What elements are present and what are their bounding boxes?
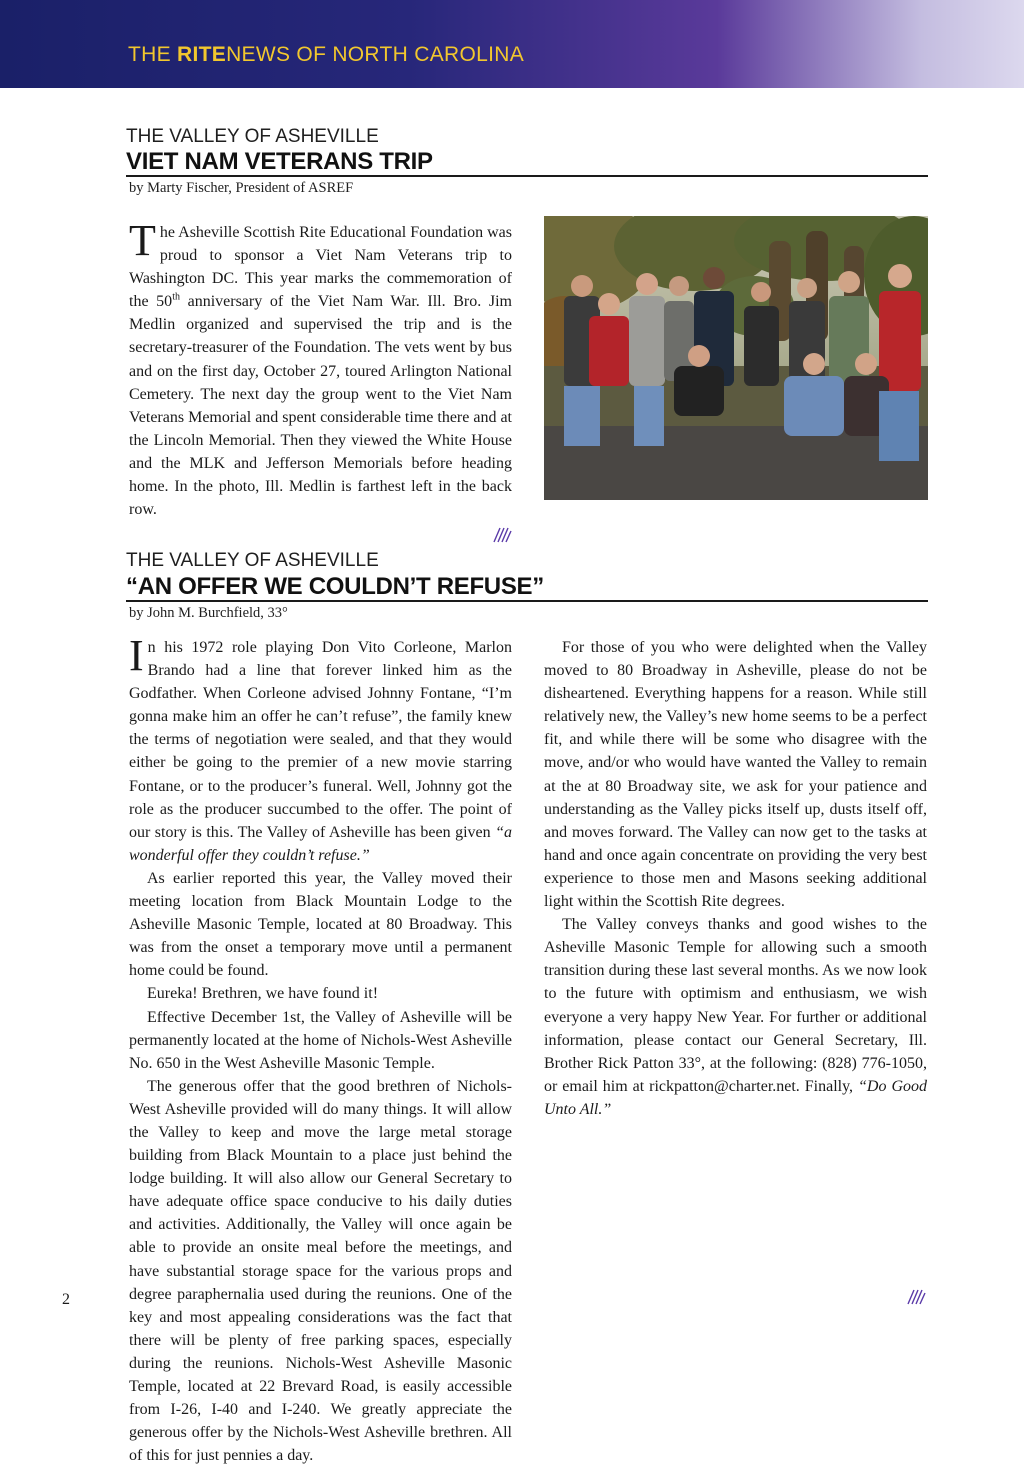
publication-title: THE RITENEWS OF NORTH CAROLINA	[128, 43, 524, 66]
end-mark-icon	[492, 526, 512, 544]
article2-kicker: THE VALLEY OF ASHEVILLE	[126, 550, 379, 571]
article1-body: The Asheville Scottish Rite Educational Foundation was proud to sponsor a Viet Nam Veterans trip to Washington DC. This year marks the commemoration of the 50th anniversary of the Viet Nam War. Ill. Bro. Jim Medlin organized and supervised the trip and is the secretary-treasurer of the Foundation. The vets went by bus and on the first day, October 27, toured Arlington National Cemetery. The next day the group went to the Viet Nam Veterans Memorial and spent considerable time there and at the Lincoln Memorial. Then they viewed the White House and the MLK and Jefferson Memorials before heading home. In the photo, Ill. Medlin is farthest left in the back row.	[129, 216, 512, 519]
article2-column-right: For those of you who were delighted when the Valley moved to 80 Broadway in Asheville, please do not be disheartened. Everything happens for a reason. While still relatively new, the Valley’s new home seems to be a perfect fit, and while there will be some who disagree with the move, and/or who would have wanted the Valley to remain at the at 80 Broadway site, we ask for your patience and understanding as the Valley picks itself up, dusts itself off, and moves forward. The Valley can now get to the tasks at hand and once again concentrate on providing the very best experience to those men and Masons seeking additional light within the Scottish Rite degrees. The Valley conveys thanks and good wishes to the Asheville Masonic Temple for allowing such a smooth transition during these last several months. As we now look to the future with optimism and enthusiasm, we wish everyone a very happy New Year. For further or additional information, please contact our General Secretary, Ill. Brother Rick Patton 33°, at the following: (828) 776-1050, or email him at rickpatton@charter.net. Finally, “Do Good Unto All.”	[544, 639, 927, 1118]
dropcap: I	[129, 631, 144, 680]
article1-byline: by Marty Fischer, President of ASREF	[129, 180, 354, 196]
article2-column-left: In his 1972 role playing Don Vito Corleone, Marlon Brando had a line that forever linked him as the Godfather. When Corleone advised Johnny Fontane, “I’m gonna make him an offer he can’t refuse”, the family knew the terms of negotiation were sealed, and that they would either be going to the premier of a new movie starring Fontane, or to the producer’s funeral. Well, Johnny got the role as the producer succumbed to the offer. The point of our story is this. The Valley of Asheville has been given “a wonderful offer they couldn’t refuse.” As earlier reported this year, the Valley moved their meeting location from Black Mountain Lodge to the Asheville Masonic Temple, located at 80 Broadway. This was from the onset a temporary move until a permanent home could be found. Eureka! Brethren, we have found it! Effective December 1st, the Valley of Asheville will be permanently located at the home of Nichols-West Asheville No. 650 in the West Asheville Masonic Temple. The generous offer that the good brethren of Nichols-West Asheville provided will do many things. It will allow the Valley to keep and move the large metal storage building from Black Mountain to a place just behind the lodge building. It will also allow our General Secretary to have adequate office space conducive to his daily duties and activities. Additionally, the Valley will once again be able to provide an onsite meal before the meetings, and have substantial storage space for the various props and degree paraphernalia used during the reunions. One of the key and most appealing considerations was the fact that there will be plenty of free parking spaces, especially during the reunions. Nichols-West Asheville Masonic Temple, located at 22 Brevard Road, is easily accessible from I-26, I-40 and I-240. We greatly appreciate the generous offer by the Nichols-West Asheville brethren. All of this for just pennies a day.	[129, 631, 512, 1465]
article1-rule	[126, 175, 928, 177]
article2-rule	[126, 600, 928, 602]
end-mark-icon	[906, 1288, 926, 1306]
article2-headline: “AN OFFER WE COULDN’T REFUSE”	[126, 573, 544, 600]
header-banner	[0, 0, 1024, 88]
page-number: 2	[62, 1291, 70, 1308]
article2-byline: by John M. Burchfield, 33°	[129, 605, 288, 621]
article1-kicker: THE VALLEY OF ASHEVILLE	[126, 126, 379, 147]
veterans-group-photo	[544, 216, 928, 500]
dropcap: T	[129, 216, 156, 265]
article1-headline: VIET NAM VETERANS TRIP	[126, 148, 433, 175]
